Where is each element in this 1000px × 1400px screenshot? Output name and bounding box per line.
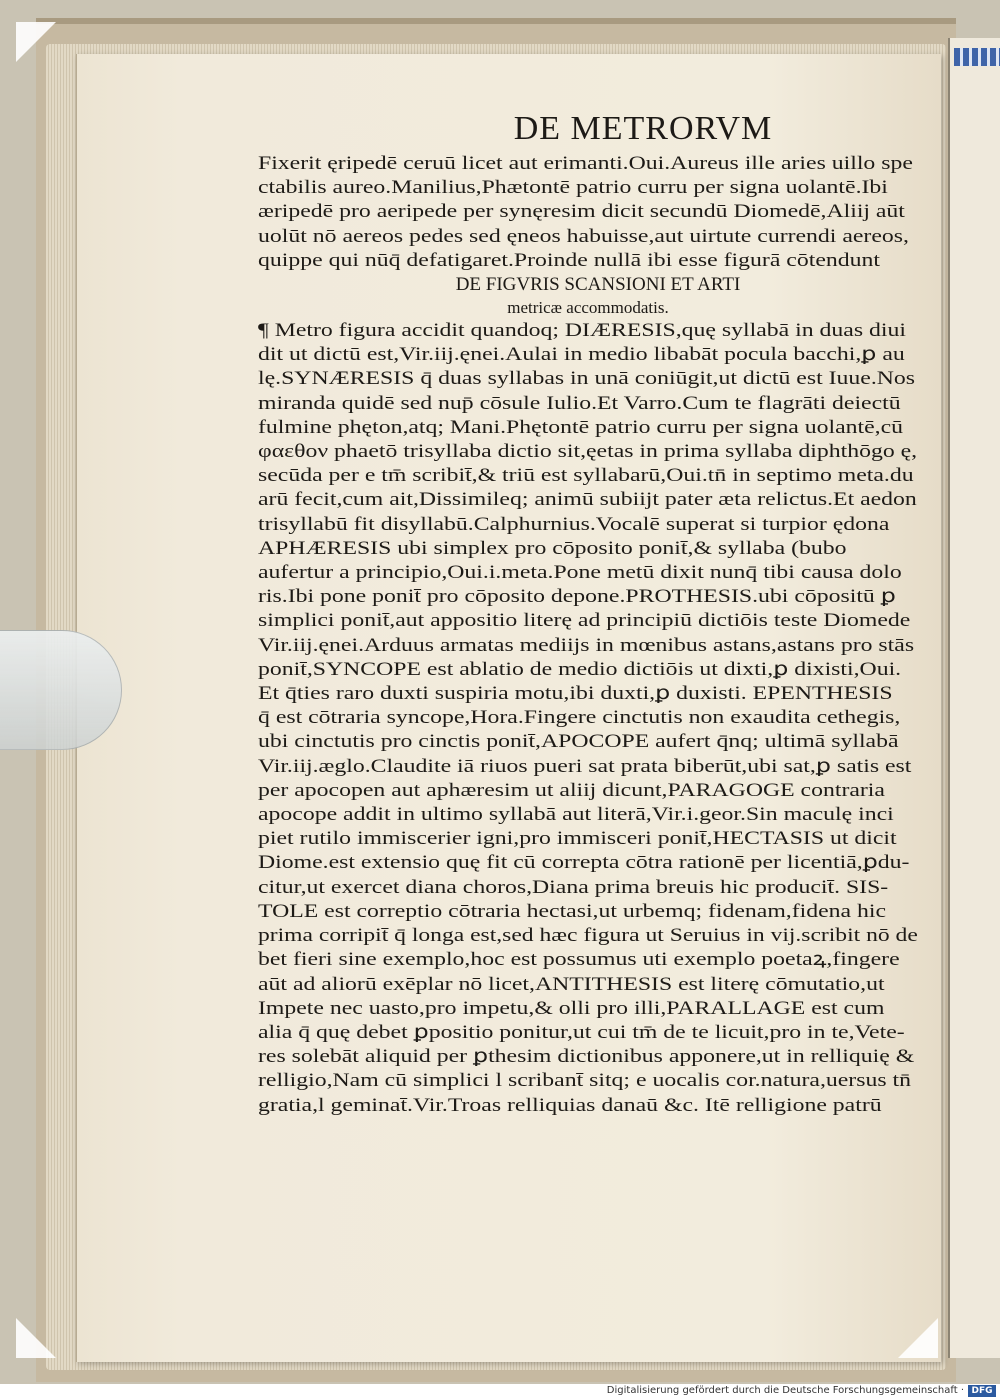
text-line: arū fecit,cum ait,Dissimileq; animū subiĳt pater æta relictus.Et aedon bbox=[258, 489, 917, 511]
color-tab bbox=[954, 48, 1000, 66]
text-line: fulmine phęton,atq; Mani.Phętontē patrio curru per signa uolantē,cū bbox=[258, 416, 904, 438]
text-line: TOLE est correptio cōtraria hectasi,ut urbemq; fidenam,fidena hic bbox=[258, 900, 887, 922]
text-line: alia q̄ quę debet ꝑpositio ponitur,ut cui tm̄ de te licuit,pro in te,Vete- bbox=[258, 1021, 905, 1043]
text-line: apocope addit in ultimo syllabā aut literā,Vir.i.geor.Sin maculę inci bbox=[258, 804, 894, 826]
text-line: miranda quidē sed nup̄ cōsule Iulio.Et Varro.Cum te flagrāti deiectū bbox=[258, 392, 901, 414]
text-line: dit ut dictū est,Vir.iĳ.ęnei.Aulai in medio libabāt pocula bacchi,ꝑ au bbox=[258, 344, 905, 366]
text-line: uolūt nō aereos pedes sed ęneos habuisse,aut uirtute currendi aereos, bbox=[258, 225, 909, 247]
glass-clip bbox=[0, 630, 122, 750]
text-line: citur,ut exercet diana choros,Diana prima breuis hic producit̄. SIS- bbox=[258, 876, 889, 898]
text-line: Diome.est extensio quę fit cū correpta cōtra rationē per licentiā,ꝑdu- bbox=[258, 852, 910, 874]
text-line: q̄ est cōtraria syncope,Hora.Fingere cinctutis non exaudita cethegis, bbox=[258, 707, 901, 729]
text-line: ctabilis aureo.Manilius,Phætontē patrio curru per signa uolantē.Ibi bbox=[258, 177, 888, 199]
text-line: Et q̄ties raro duxti suspiria motu,ibi duxti,ꝑ duxisti. EPENTHESIS bbox=[258, 683, 893, 705]
text-line: φαεθον phaetō trisyllaba dictio sit,ęetas in prima syllaba diphthōgo ę, bbox=[258, 441, 918, 463]
text-line: ¶ Metro figura accidit quandoq; DIÆRESIS,quę syllabā in duas diui bbox=[258, 320, 906, 342]
text-line: relligio,Nam cū simplici l scribant̄ sitq; e uocalis cor.natura,uersus tn̄ bbox=[258, 1070, 911, 1092]
corner-holder-bottom-right bbox=[898, 1318, 938, 1358]
text-line: Impete nec uasto,pro impetu,& olli pro illi,PARALLAGE est cum bbox=[258, 997, 885, 1019]
text-line: quippe qui nūq̄ defatigaret.Proinde nullā ibi esse figurā cōtendunt bbox=[258, 249, 880, 271]
corner-holder-top-left bbox=[16, 22, 56, 62]
footer-bar bbox=[0, 1384, 1000, 1400]
text-line: simplici ponit̄,aut appositio literę ad principiū dictiōis teste Diomede bbox=[258, 610, 911, 632]
corner-holder-bottom-left bbox=[16, 1318, 56, 1358]
body-paragraph bbox=[258, 319, 918, 1118]
text-line: ris.Ibi pone ponit̄ pro cōposito depone.PROTHESIS.ubi cōpositū ꝑ bbox=[258, 586, 896, 608]
page-text bbox=[258, 108, 918, 1118]
text-line: æripedē pro aeripede per synęresim dicit secundū Diomedē,Aliĳ aūt bbox=[258, 201, 905, 223]
text-line: prima corripit̄ q̄ longa est,sed hæc figura ut Seruius in vĳ.scribit nō de bbox=[258, 925, 918, 947]
dfg-logo: DFG bbox=[968, 1385, 996, 1397]
text-line: aūt ad aliorū exēplar nō licet,ANTITHESIS est literę cōmutatio,ut bbox=[258, 973, 885, 995]
text-line: res solebāt aliquid per ꝑthesim dictionibus apponere,ut in relliquię & bbox=[258, 1046, 915, 1068]
text-line: bet fieri sine exemplo,hoc est possumus uti exemplo poetaꝝ,fingere bbox=[258, 949, 900, 971]
text-line: Fixerit ęripedē ceruū licet aut erimanti.Oui.Aureus ille aries uillo spe bbox=[258, 153, 913, 174]
text-line: aufertur a principio,Oui.i.meta.Pone metū dixit nunq̄ tibi causa dolo bbox=[258, 562, 902, 584]
text-line: trisyllabū fit disyllabū.Calphurnius.Vocalē superat si turpior ędona bbox=[258, 513, 890, 535]
text-line: secūda per e tm̄ scribit̄,& triū est syllabarū,Oui.tn̄ in septimo meta.du bbox=[258, 465, 914, 487]
text-line: gratia,l geminat̄.Vir.Troas relliquias danaū &c. Itē relligione patrū bbox=[258, 1094, 882, 1116]
text-line: lę.SYNÆRESIS q̄ duas syllabas in unā coniūgit,ut dictū est Iuue.Nos bbox=[258, 368, 916, 390]
text-line: APHÆRESIS ubi simplex pro cōposito ponit̄,& syllaba (bubo bbox=[258, 537, 847, 559]
text-line: per apocopen aut aphæresim ut aliĳ dicunt,PARAGOGE contraria bbox=[258, 779, 885, 801]
text-line: ubi cinctutis pro cinctis ponit̄,APOCOPE aufert q̄nq; ultimā syllabā bbox=[258, 731, 899, 753]
text-line: Vir.iĳ.æglo.Claudite iā riuos pueri sat prata biberūt,ubi sat,ꝑ satis est bbox=[258, 755, 912, 777]
top-paragraph bbox=[258, 152, 918, 273]
page-heading: DE METRORVM bbox=[513, 110, 773, 147]
section-subheading: metricæ accommodatis. bbox=[507, 298, 669, 318]
funding-credit: Digitalisierung gefördert durch die Deutsche Forschungsgemeinschaft · bbox=[606, 1385, 964, 1396]
text-line: ponit̄,SYNCOPE est ablatio de medio dictiōis ut dixti,ꝑ dixisti,Oui. bbox=[258, 658, 902, 680]
text-line: Vir.iĳ.ęnei.Arduus armatas mediĳs in mœnibus astans,astans pro stās bbox=[258, 634, 915, 656]
section-heading: DE FIGVRIS SCANSIONI ET ARTI bbox=[455, 274, 741, 296]
text-line: piet rutilo immiscerier igni,pro immisceri ponit̄,HECTASIS ut dicit bbox=[258, 828, 897, 850]
